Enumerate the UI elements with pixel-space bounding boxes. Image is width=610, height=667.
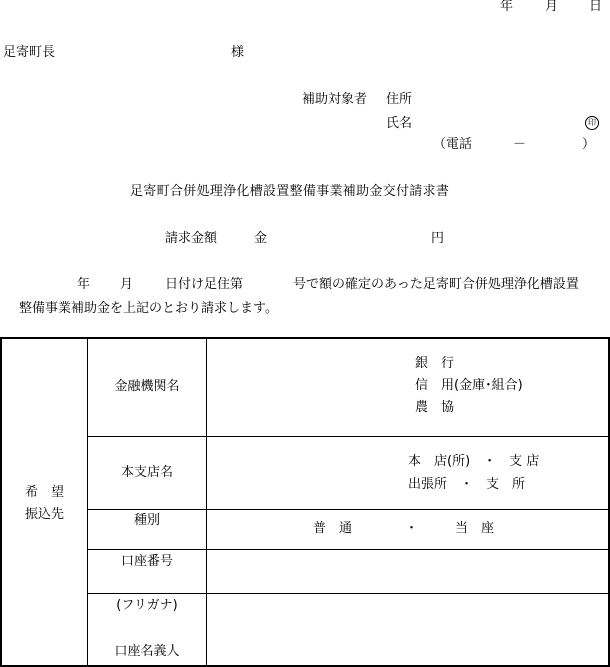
- date-day-label: 日: [589, 0, 603, 14]
- addressee-honorific: 様: [231, 45, 245, 60]
- side-label-line2: 振込先: [24, 507, 64, 522]
- body-mid: 日付け足住第: [165, 277, 244, 292]
- type-label: 種別: [133, 513, 160, 528]
- holder-furigana-label: (フリガナ): [116, 598, 178, 613]
- body-line2: 整備事業補助金を上記のとおり請求します。: [19, 301, 278, 316]
- body-rest: 号で額の確定のあった足寄町合併処理浄化槽設置: [293, 277, 579, 292]
- date-year-label: 年: [500, 0, 514, 14]
- document-title: 足寄町合併処理浄化槽設置整備事業補助金交付請求書: [130, 184, 450, 199]
- branch-option-main: 本 店(所) ・ 支 店: [408, 454, 540, 469]
- type-option-current: 当 座: [455, 521, 495, 536]
- institution-option-agri: 農 協: [415, 400, 455, 415]
- institution-option-bank: 銀 行: [415, 356, 455, 371]
- applicant-address-label: 住所: [386, 92, 413, 107]
- body-year: 年: [77, 277, 91, 292]
- type-separator: ・: [405, 521, 419, 536]
- institution-option-credit: 信 用(金庫･組合): [415, 378, 523, 393]
- amount-label: 請求金額: [165, 231, 218, 246]
- applicant-label: 補助対象者: [302, 92, 368, 107]
- branch-label: 本支店名: [120, 465, 173, 480]
- phone-close: ）: [582, 137, 596, 152]
- institution-label: 金融機関名: [114, 379, 180, 394]
- amount-prefix: 金: [254, 231, 268, 246]
- date-month-label: 月: [545, 0, 559, 14]
- phone-dash: －: [513, 137, 527, 152]
- side-label-line1: 希 望: [24, 485, 64, 500]
- body-month: 月: [120, 277, 134, 292]
- branch-option-sub: 出張所 ・ 支 所: [408, 477, 526, 492]
- amount-unit: 円: [431, 231, 445, 246]
- holder-label: 口座名義人: [114, 644, 180, 659]
- seal-mark: 印: [585, 116, 599, 130]
- account-number-label: 口座番号: [120, 554, 173, 569]
- phone-open: （電話: [433, 137, 473, 152]
- applicant-name-label: 氏名: [386, 116, 413, 131]
- addressee-name: 足寄町長: [3, 45, 56, 60]
- type-option-ordinary: 普 通: [313, 521, 353, 536]
